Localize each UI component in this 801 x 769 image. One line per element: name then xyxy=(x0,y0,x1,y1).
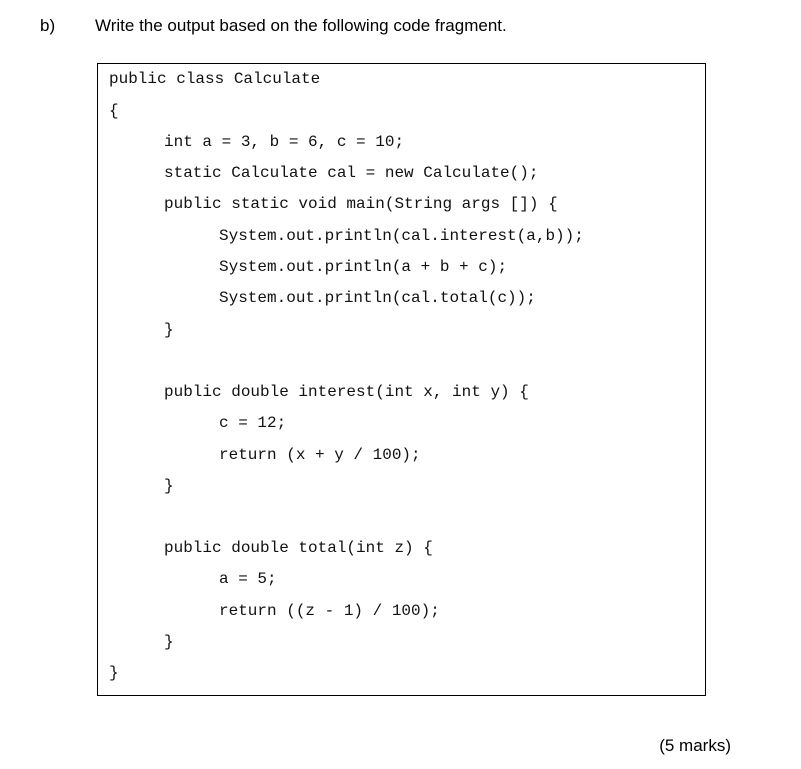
code-line: public class Calculate xyxy=(109,70,321,88)
code-line: a = 5; xyxy=(219,570,277,588)
question-text: Write the output based on the following code fragment. xyxy=(95,16,507,35)
code-line: return ((z - 1) / 100); xyxy=(219,602,440,620)
code-line: { xyxy=(109,102,119,120)
code-line: public static void main(String args []) { xyxy=(164,195,558,213)
question-label: b) xyxy=(40,16,56,35)
code-line: System.out.println(a + b + c); xyxy=(219,258,508,276)
marks-label: (5 marks) xyxy=(659,736,731,755)
code-line: static Calculate cal = new Calculate(); xyxy=(164,164,539,182)
code-line: } xyxy=(164,477,174,495)
code-line: } xyxy=(164,321,174,339)
code-line: public double total(int z) { xyxy=(164,539,433,557)
code-line: public double interest(int x, int y) { xyxy=(164,383,529,401)
code-line: System.out.println(cal.total(c)); xyxy=(219,289,536,307)
code-line: } xyxy=(164,633,174,651)
code-line: c = 12; xyxy=(219,414,287,432)
code-line: System.out.println(cal.interest(a,b)); xyxy=(219,227,584,245)
code-line: int a = 3, b = 6, c = 10; xyxy=(164,133,405,151)
code-line: } xyxy=(109,664,119,682)
code-box xyxy=(97,63,706,696)
code-line: return (x + y / 100); xyxy=(219,446,421,464)
